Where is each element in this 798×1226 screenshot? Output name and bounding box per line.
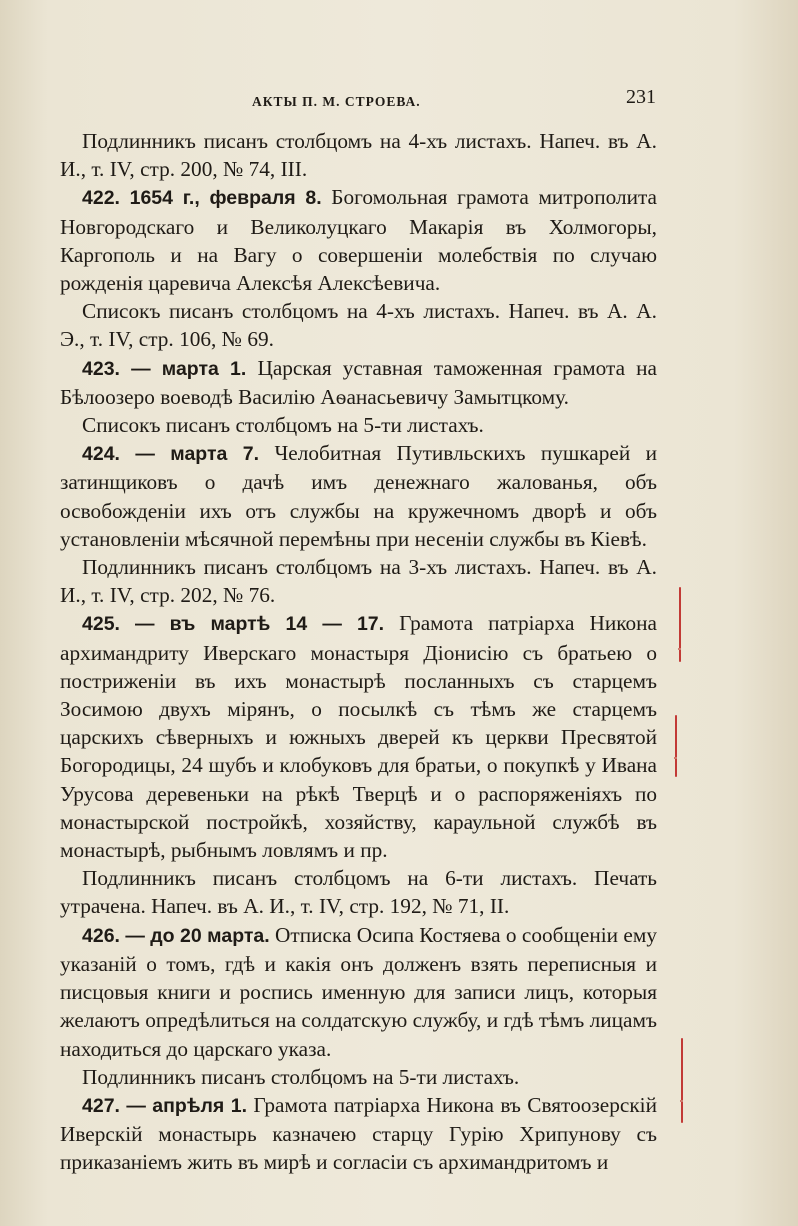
source-note-426: Подлинникъ писанъ столбцомъ на 5-ти листахъ.: [82, 1064, 520, 1089]
red-margin-tick: [674, 757, 677, 759]
red-margin-tick: [680, 1100, 683, 1102]
red-margin-line: [681, 1038, 683, 1123]
entry-number: 426.: [82, 924, 120, 947]
entry-date: — марта 7.: [135, 443, 260, 466]
entry-425: [60, 609, 657, 864]
entry-text: Богомольная грамота митрополита Новгородскаго и Великолуцкаго Макарія въ Холмогоры, Каргополь и на Вагу о совершеніи молебствія по случаю рожденія царевича Алексѣя Алексѣевича.: [60, 185, 658, 296]
entry-422: [60, 183, 657, 297]
source-note-425: Подлинникъ писанъ столбцомъ на 6-ти листахъ. Печать утрачена. Напеч. въ А. И., т. IV, стр. 192, № 71, II.: [60, 866, 657, 919]
entry-number: 423.: [82, 357, 120, 380]
entry-number: 422.: [82, 187, 120, 210]
running-title: АКТЫ П. М. СТРОЕВА.: [252, 94, 421, 109]
entry-text: Грамота патріарха Никона архимандриту Иверскаго монастыря Діонисію съ братьею о постриженіи въ ихъ монастырѣ посланныхъ съ старцемъ Зосимою двухъ мірянъ, о посылкѣ съ тѣмъ же старцемъ царскихъ сѣверныхъ и южныхъ дверей къ церкви Пресвятой Богородицы, 24 шубъ и клобуковъ для братьи, о покупкѣ у Ивана Урусова деревеньки на рѣкѣ Тверцѣ и о распоряженіяхъ по монастырской постройкѣ, хозяйству, караульной службѣ въ монастырѣ, рыбнымъ ловлямъ и пр.: [60, 611, 658, 863]
entry-424: [60, 439, 657, 553]
entry-423: [60, 354, 657, 411]
page-body: [60, 127, 657, 1177]
page-number: 231: [626, 86, 656, 108]
page-header: [252, 86, 656, 116]
entry-date: — въ мартѣ 14 — 17.: [135, 613, 385, 636]
entry-date: 1654 г., февраля 8.: [129, 187, 322, 210]
source-note-422: Списокъ писанъ столбцомъ на 4-хъ листахъ. Напеч. въ А. А. Э., т. IV, стр. 106, № 69.: [60, 299, 657, 352]
entry-text: Отписка Осипа Костяева о сообщеніи ему указаній о томъ, гдѣ и какія онъ долженъ взять переписныя и писцовыя книги и роспись именную для записи лицъ, которыя желаютъ опредѣлиться на солдатскую службу, и гдѣ тѣмъ лицамъ находиться до царскаго указа.: [60, 922, 658, 1061]
entry-text: Грамота патріарха Никона въ Святоозерскій Иверскій монастырь казначею старцу Гурію Хрипунову съ приказаніемъ жить въ мирѣ и согласіи съ архимандритомъ и: [60, 1092, 657, 1175]
red-margin-line: [675, 715, 677, 777]
entry-text: Царская уставная таможенная грамота на Бѣлоозеро воеводѣ Василію Аѳанасьевичу Замытцкому.: [60, 355, 658, 409]
source-note-421: Подлинникъ писанъ столбцомъ на 4-хъ листахъ. Напеч. въ А. И., т. IV, стр. 200, № 74, III.: [60, 129, 657, 182]
entry-date: — до 20 марта.: [125, 924, 270, 947]
entry-426: [60, 921, 657, 1063]
entry-date: — марта 1.: [131, 357, 247, 380]
source-note-424: Подлинникъ писанъ столбцомъ на 3-хъ листахъ. Напеч. въ А. И., т. IV, стр. 202, № 76.: [60, 555, 657, 608]
entry-number: 424.: [82, 443, 120, 466]
entry-number: 425.: [82, 613, 120, 636]
red-margin-tick: [678, 648, 681, 650]
red-margin-line: [679, 587, 681, 662]
entry-number: 427.: [82, 1094, 120, 1117]
entry-text: Челобитная Путивльскихъ пушкарей и затинщиковъ о дачѣ имъ денежнаго жалованья, объ освобожденіи ихъ отъ службы на кружечномъ дворѣ и объ установленіи мѣсячной перемѣны при несеніи службы въ Кіевѣ.: [60, 441, 658, 551]
entry-427: [60, 1091, 657, 1177]
source-note-423: Списокъ писанъ столбцомъ на 5-ти листахъ.: [82, 413, 484, 438]
entry-date: — апрѣля 1.: [126, 1094, 248, 1117]
